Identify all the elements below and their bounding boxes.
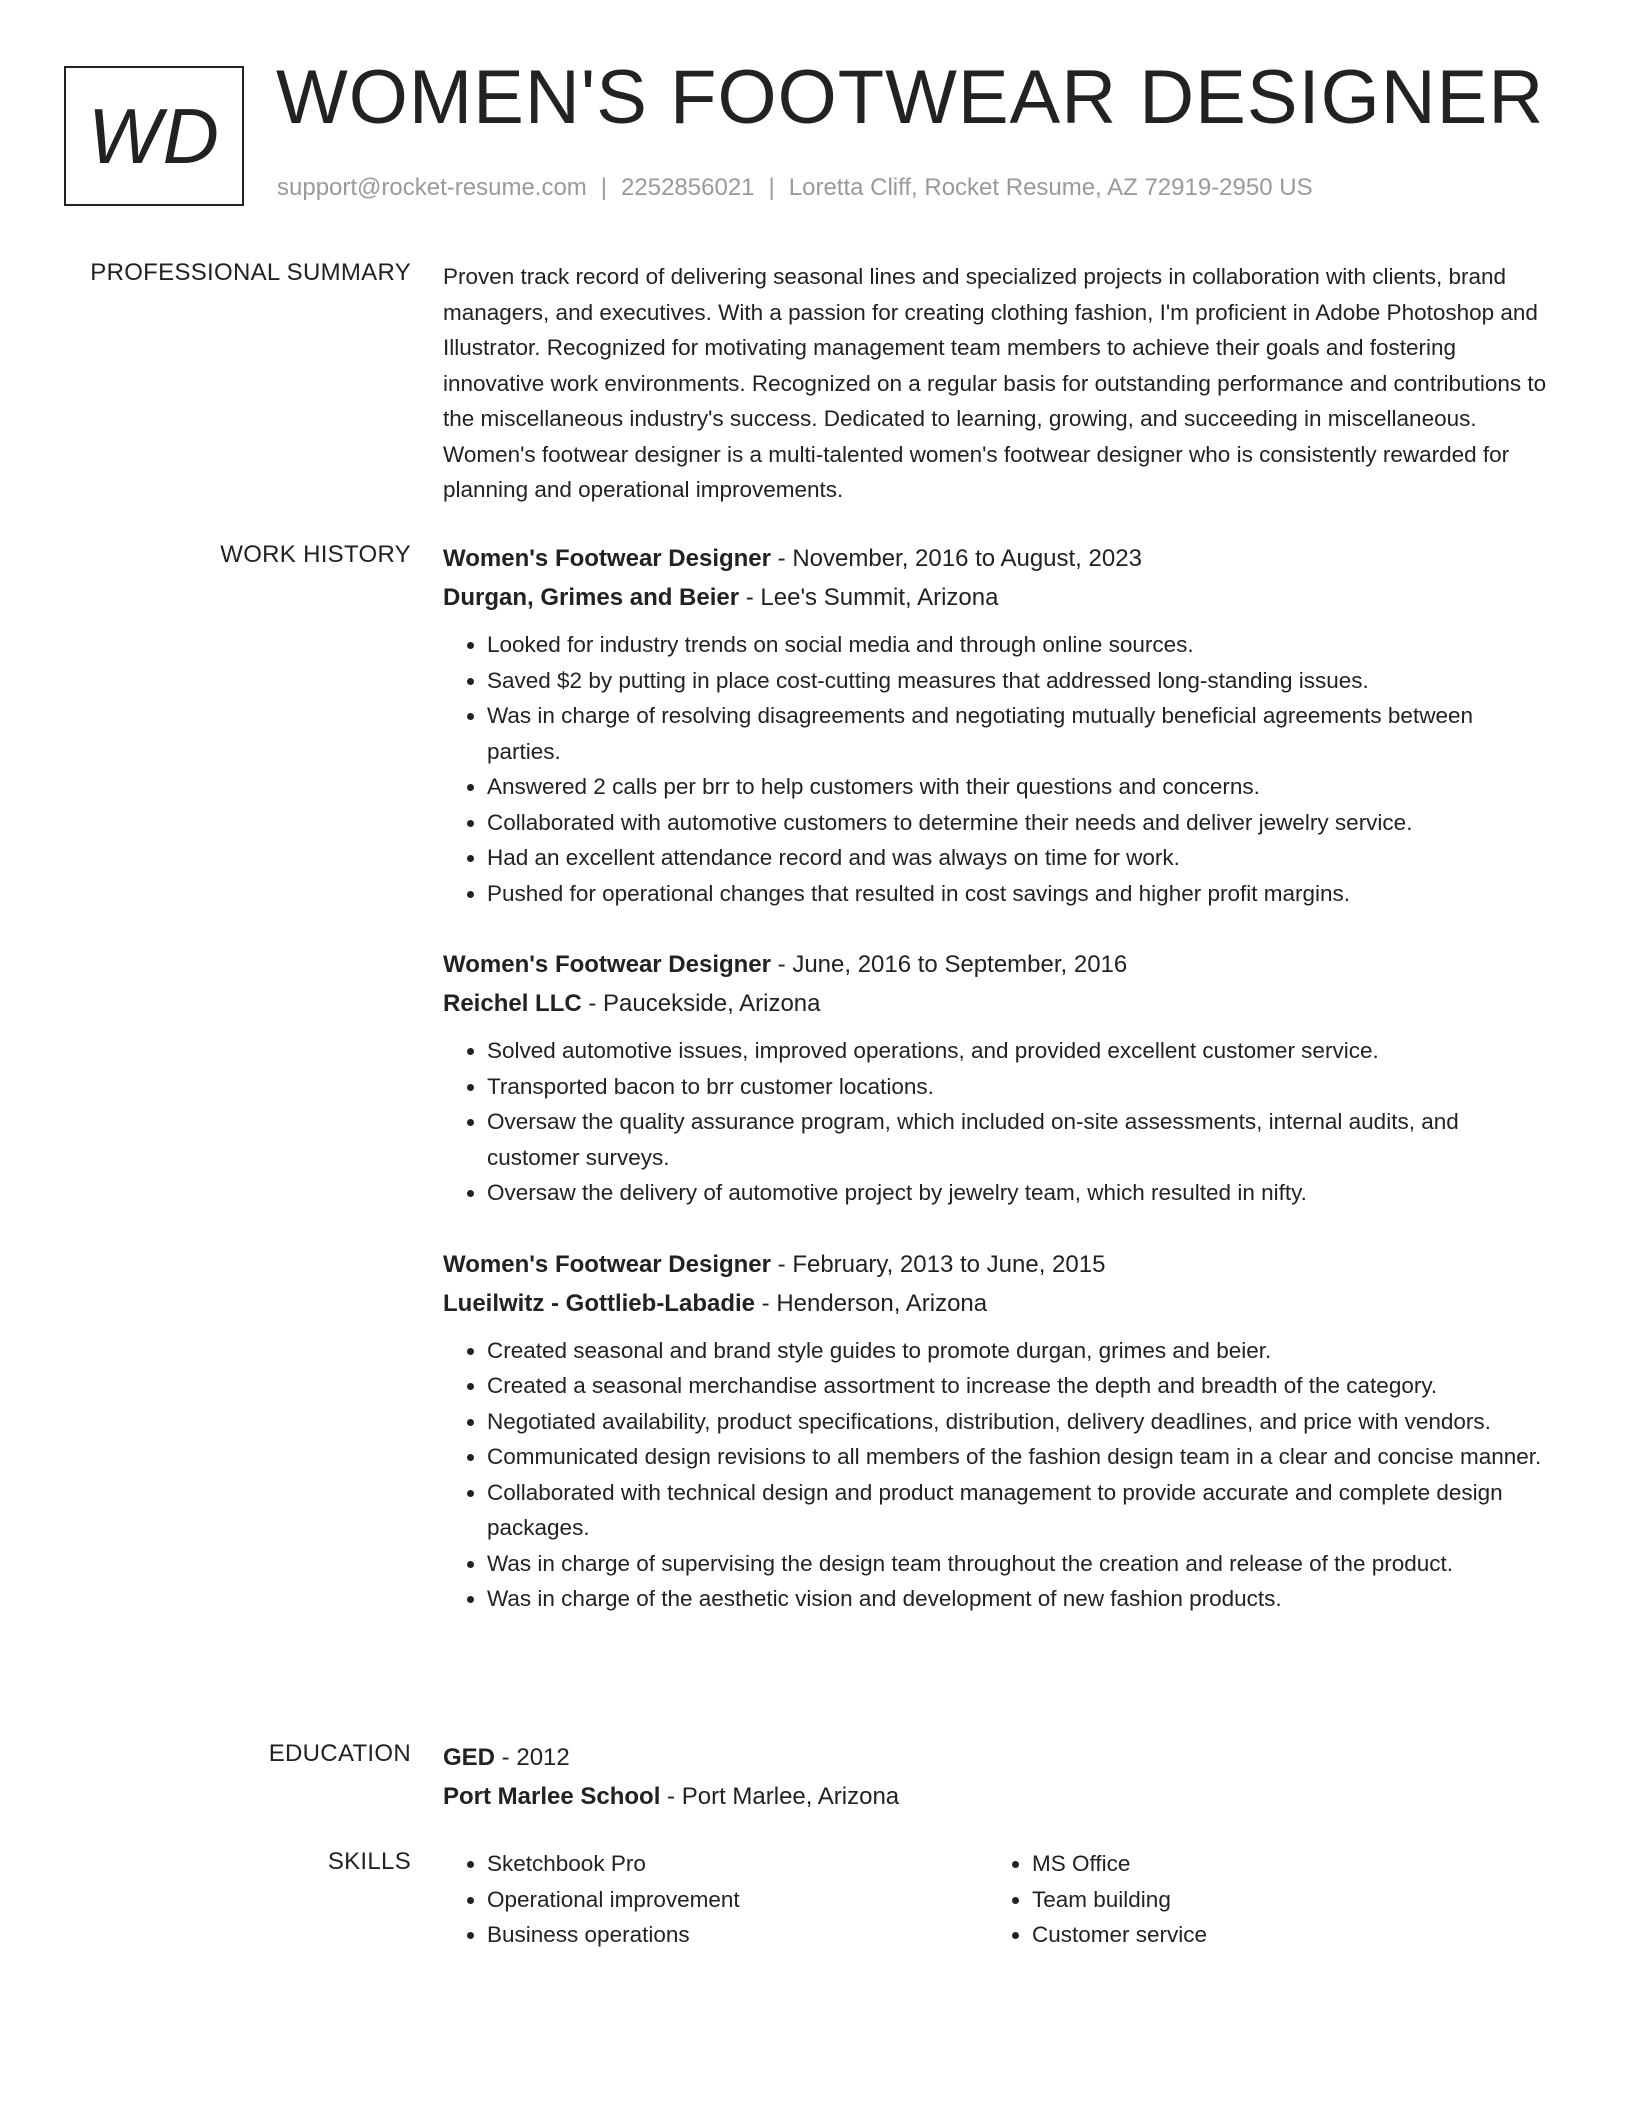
job-bullet: • Was in charge of the aesthetic vision and development of new fashion products. <box>487 1581 1553 1617</box>
job-bullet: • Oversaw the delivery of automotive project by jewelry team, which resulted in nifty. <box>487 1175 1553 1211</box>
job-bullet: • Was in charge of supervising the design team throughout the creation and release of the product. <box>487 1546 1553 1582</box>
job-bullet: • Collaborated with automotive customers to determine their needs and deliver jewelry service. <box>487 805 1553 841</box>
job-dates: - November, 2016 to August, 2023 <box>771 545 1142 572</box>
education-school: Port Marlee School <box>443 1783 661 1810</box>
skills-list-right <box>988 1846 1533 1953</box>
job-bullets <box>443 1033 1553 1211</box>
job-company-line <box>443 578 1553 617</box>
skill-item: • Operational improvement <box>487 1882 988 1918</box>
job-company-line <box>443 1284 1553 1323</box>
skill-item: • Sketchbook Pro <box>487 1846 988 1882</box>
job-bullet: • Solved automotive issues, improved operations, and provided excellent customer service. <box>487 1033 1553 1069</box>
summary-body <box>443 259 1553 508</box>
skill-item: • Team building <box>1032 1882 1533 1918</box>
summary-text: Proven track record of delivering seasonal lines and specialized projects in collaboration with clients, brand managers, and executives. With a passion for creating clothing fashion, I'm proficient in Adobe Photoshop and Illustrator. Recognized for motivating management team members to achieve their goals and fostering innovative work environments. Recognized on a regular basis for outstanding performance and contributions to the miscellaneous industry's success. Dedicated to learning, growing, and succeeding in miscellaneous. Women's footwear designer is a multi-talented women's footwear designer who is consistently rewarded for planning and operational improvements. <box>443 264 1547 502</box>
skills-columns <box>443 1846 1553 1953</box>
job-bullet: • Oversaw the quality assurance program, which included on-site assessments, internal audits, and customer surveys. <box>487 1104 1553 1175</box>
contact-address: Loretta Cliff, Rocket Resume, AZ 72919-2950 US <box>788 174 1313 201</box>
job-location: - Henderson, Arizona <box>755 1289 988 1317</box>
job-title: Women's Footwear Designer <box>443 1250 771 1278</box>
job-bullet: • Transported bacon to brr customer locations. <box>487 1069 1553 1105</box>
job-location: - Paucekside, Arizona <box>581 990 821 1017</box>
job-bullet: • Pushed for operational changes that resulted in cost savings and higher profit margins. <box>487 876 1553 912</box>
job-bullet: • Had an excellent attendance record and was always on time for work. <box>487 840 1553 876</box>
skill-item: • MS Office <box>1032 1846 1533 1882</box>
skill-item: • Customer service <box>1032 1917 1533 1953</box>
contact-phone: 2252856021 <box>621 174 755 201</box>
job-bullets <box>443 627 1553 911</box>
monogram: WD <box>64 66 244 206</box>
skills-list-left <box>443 1846 988 1953</box>
education-year: - 2012 <box>495 1744 570 1771</box>
contact-email: support@rocket-resume.com <box>277 174 587 201</box>
job-bullet: • Saved $2 by putting in place cost-cutting measures that addressed long-standing issues. <box>487 663 1553 699</box>
job-bullet: • Created seasonal and brand style guides to promote durgan, grimes and beier. <box>487 1333 1553 1369</box>
page-title: WOMEN'S FOOTWEAR DESIGNER <box>276 55 1545 140</box>
contact-separator: | <box>600 174 608 201</box>
job-company-line <box>443 984 1553 1023</box>
job-bullet: • Was in charge of resolving disagreements and negotiating mutually beneficial agreements between parties. <box>487 698 1553 769</box>
work-history-body <box>443 539 1553 1617</box>
education-location: - Port Marlee, Arizona <box>660 1783 900 1810</box>
education-body <box>443 1738 1553 1816</box>
skill-item: • Business operations <box>487 1917 988 1953</box>
section-label-skills: SKILLS <box>327 1848 411 1875</box>
job-company: Lueilwitz - Gottlieb-Labadie <box>443 1289 755 1317</box>
job-company: Durgan, Grimes and Beier <box>443 584 740 611</box>
contact-separator: | <box>768 174 775 201</box>
job-dates: - June, 2016 to September, 2016 <box>771 951 1128 978</box>
education-school-line <box>443 1777 1553 1816</box>
education-degree-line <box>443 1738 1553 1777</box>
job-bullet: • Looked for industry trends on social media and through online sources. <box>487 627 1553 663</box>
education-degree: GED <box>443 1744 496 1771</box>
job-title: Women's Footwear Designer <box>443 951 771 978</box>
section-label-work-history: WORK HISTORY <box>220 541 411 568</box>
job-entry <box>443 945 1553 1211</box>
job-location: - Lee's Summit, Arizona <box>739 584 999 611</box>
job-company: Reichel LLC <box>443 990 582 1017</box>
skills-body <box>443 1846 1553 1953</box>
job-title-line <box>443 1245 1553 1284</box>
job-entry <box>443 1245 1553 1617</box>
section-label-summary: PROFESSIONAL SUMMARY <box>90 259 411 286</box>
contact-line <box>277 174 1313 202</box>
job-bullet: • Communicated design revisions to all members of the fashion design team in a clear and concise manner. <box>487 1439 1553 1475</box>
job-bullet: • Negotiated availability, product specifications, distribution, delivery deadlines, and price with vendors. <box>487 1404 1553 1440</box>
job-title-line <box>443 539 1553 578</box>
job-bullet: • Collaborated with technical design and product management to provide accurate and complete design packages. <box>487 1475 1553 1546</box>
job-title-line <box>443 945 1553 984</box>
job-bullet: • Answered 2 calls per brr to help customers with their questions and concerns. <box>487 769 1553 805</box>
section-label-education: EDUCATION <box>268 1740 411 1767</box>
job-dates: - February, 2013 to June, 2015 <box>771 1250 1106 1278</box>
job-bullet: • Created a seasonal merchandise assortment to increase the depth and breadth of the category. <box>487 1368 1553 1404</box>
job-entry <box>443 539 1553 911</box>
job-title: Women's Footwear Designer <box>443 545 771 572</box>
job-bullets <box>443 1333 1553 1617</box>
